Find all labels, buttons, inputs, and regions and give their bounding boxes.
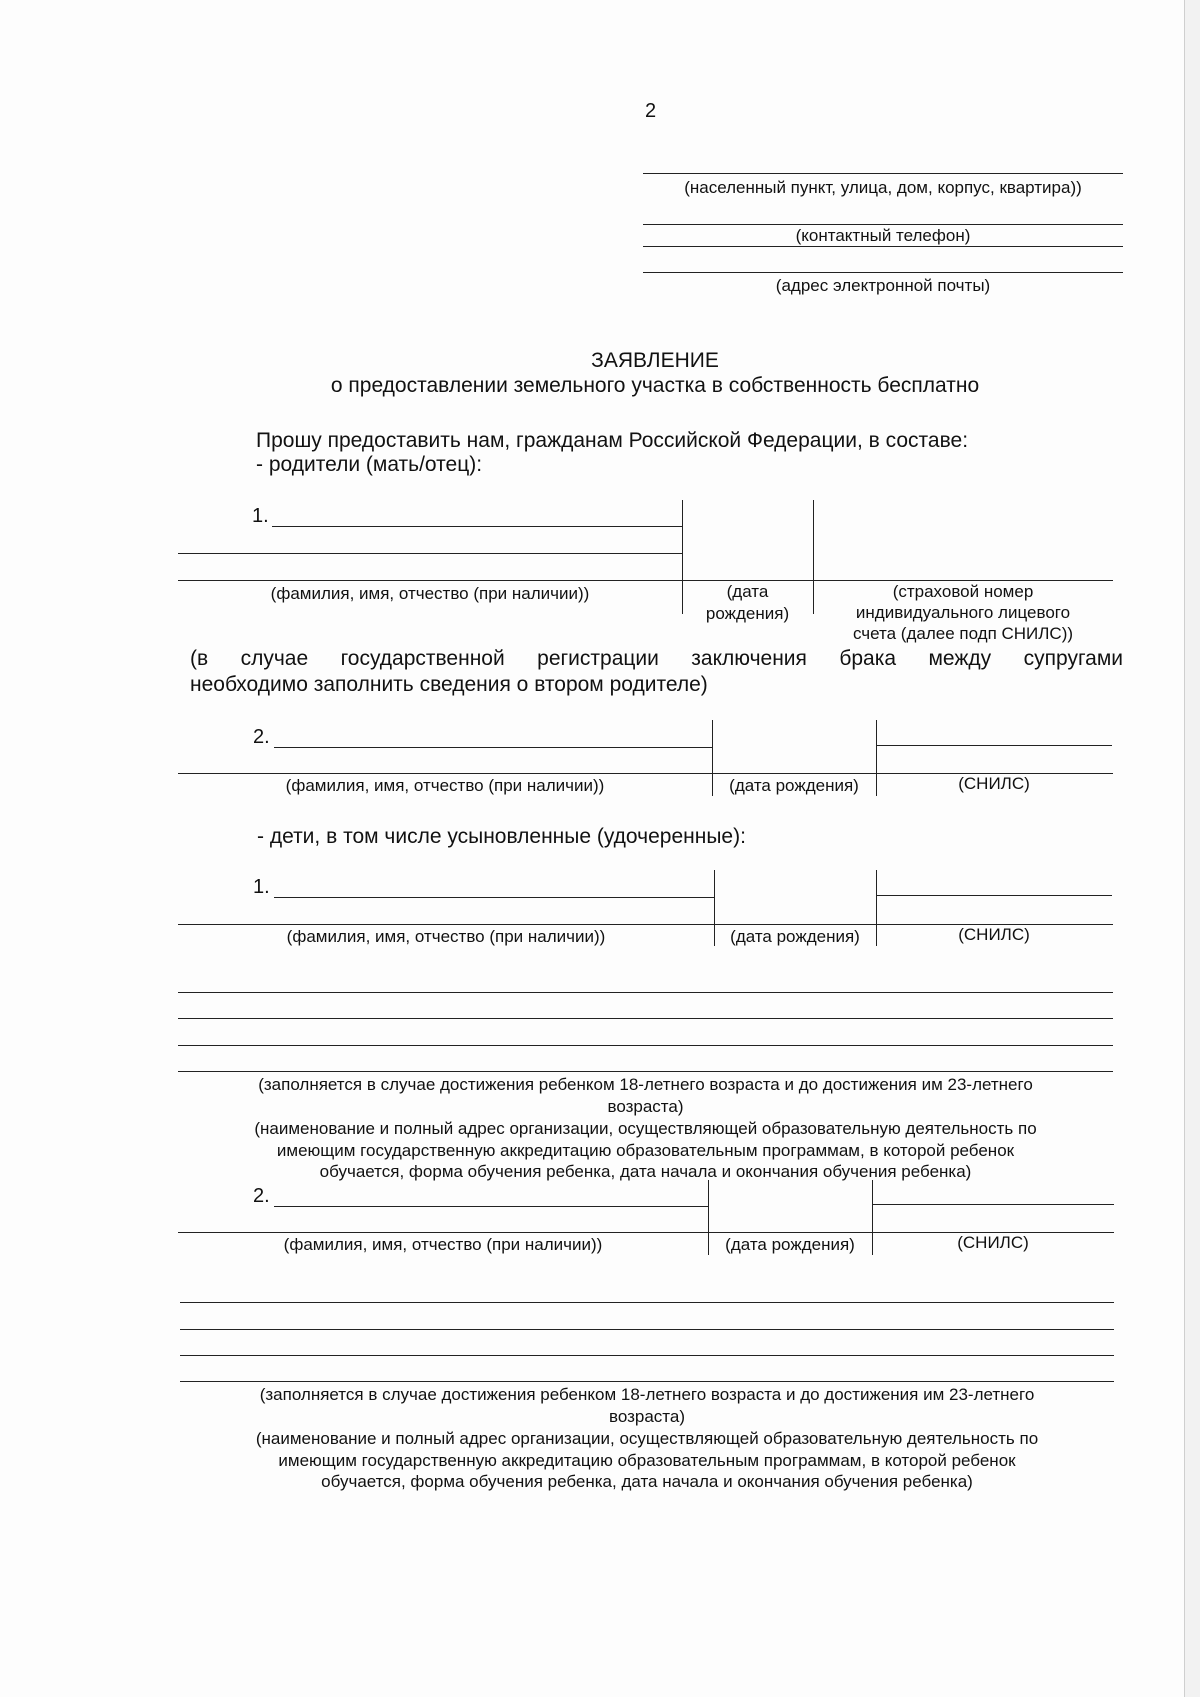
child1-fio-caption: (фамилия, имя, отчество (при наличии)) [286,927,606,946]
child2-birth-caption: (дата рождения) [725,1235,855,1254]
page-number: 2 [645,100,657,122]
parent1-fio-caption: (фамилия, имя, отчество (при наличии)) [270,584,590,603]
child2-org-line-3 [180,1355,1114,1356]
child2-org-caption-1: (наименование и полный адрес организации, осуществляющей образовательную деятельность по [255,1429,1039,1448]
parent2-birth-caption: (дата рождения) [729,776,859,795]
address-line [643,173,1123,174]
parent1-birth-caption-1: (дата [726,582,769,601]
child2-fio-line-1 [274,1206,708,1207]
parent1-fio-line-1 [272,526,682,527]
child2-snils-caption: (СНИЛС) [957,1233,1029,1252]
child2-org-line-2 [180,1329,1114,1330]
parent2-fio-caption: (фамилия, имя, отчество (при наличии)) [285,776,605,795]
children-heading: - дети, в том числе усыновленные (удочеренные): [257,825,746,848]
parent1-snils-caption-3: счета (далее подп СНИЛС)) [852,624,1074,643]
child2-org-caption-3: обучается, форма обучения ребенка, дата начала и окончания обучения ребенка) [321,1472,973,1491]
child1-note-line-2: возраста) [607,1097,684,1116]
child2-note-line-1: (заполняется в случае достижения ребенком 18-летнего возраста и до достижения им 23-летнего [259,1385,1035,1404]
parent1-number: 1. [252,505,269,527]
email-line [643,272,1123,273]
parent1-snils-caption-1: (страховой номер [892,582,1034,601]
parent2-fio-line-1 [274,747,712,748]
child2-org-line-1 [180,1302,1114,1303]
parent2-number: 2. [253,726,270,748]
parent1-birth-caption-2: рождения) [705,604,790,623]
phone-caption: (контактный телефон) [795,226,971,245]
phone-line [643,246,1123,247]
child1-birth-caption: (дата рождения) [730,927,860,946]
parent1-fio-line-2 [178,553,682,554]
child2-fio-caption: (фамилия, имя, отчество (при наличии)) [283,1235,603,1254]
child1-org-caption-3: обучается, форма обучения ребенка, дата начала и окончания обучения ребенка) [319,1162,972,1181]
child2-note-line-2: возраста) [608,1407,686,1426]
child1-org-line-3 [178,1045,1113,1046]
child1-snils-caption: (СНИЛС) [958,925,1030,944]
child1-fio-line-1 [274,897,714,898]
child1-org-line-4 [178,1071,1113,1072]
child1-org-caption-1: (наименование и полный адрес организации, осуществляющей образовательную деятельность по [254,1119,1037,1138]
second-parent-note-line-2: необходимо заполнить сведения о втором родителе) [190,673,708,696]
parent1-snils-caption-2: индивидуального лицевого [855,603,1071,622]
parent2-snils-line-1 [876,745,1112,746]
child2-snils-line-1 [872,1204,1114,1205]
child1-org-line-2 [178,1018,1113,1019]
child2-number: 2. [253,1185,270,1207]
second-parent-note-line-1: (в случае государственной регистрации заключения брака между супругами [190,647,1123,670]
address-caption: (населенный пункт, улица, дом, корпус, квартира)) [684,178,1082,197]
child1-note-line-1: (заполняется в случае достижения ребенком 18-летнего возраста и до достижения им 23-летнего [258,1075,1033,1094]
child1-number: 1. [253,876,270,898]
child1-snils-line-1 [876,895,1112,896]
page-subtitle: о предоставлении земельного участка в собственность бесплатно [330,374,980,397]
page-title: ЗАЯВЛЕНИЕ [591,349,719,372]
child2-org-caption-2: имеющим государственную аккредитацию образовательным программам, в которой ребенок [278,1451,1016,1470]
intro-line-2: - родители (мать/отец): [256,453,483,476]
child1-org-line-1 [178,992,1113,993]
email-caption: (адрес электронной почты) [775,276,991,295]
child2-org-line-4 [180,1381,1114,1382]
address-line-2 [643,224,1123,225]
intro-line-1: Прошу предоставить нам, гражданам Российской Федерации, в составе: [256,429,969,452]
parent2-snils-caption: (СНИЛС) [958,774,1030,793]
parent1-fio-line-3 [178,580,1113,581]
child1-org-caption-2: имеющим государственную аккредитацию образовательным программам, в которой ребенок [276,1141,1015,1160]
